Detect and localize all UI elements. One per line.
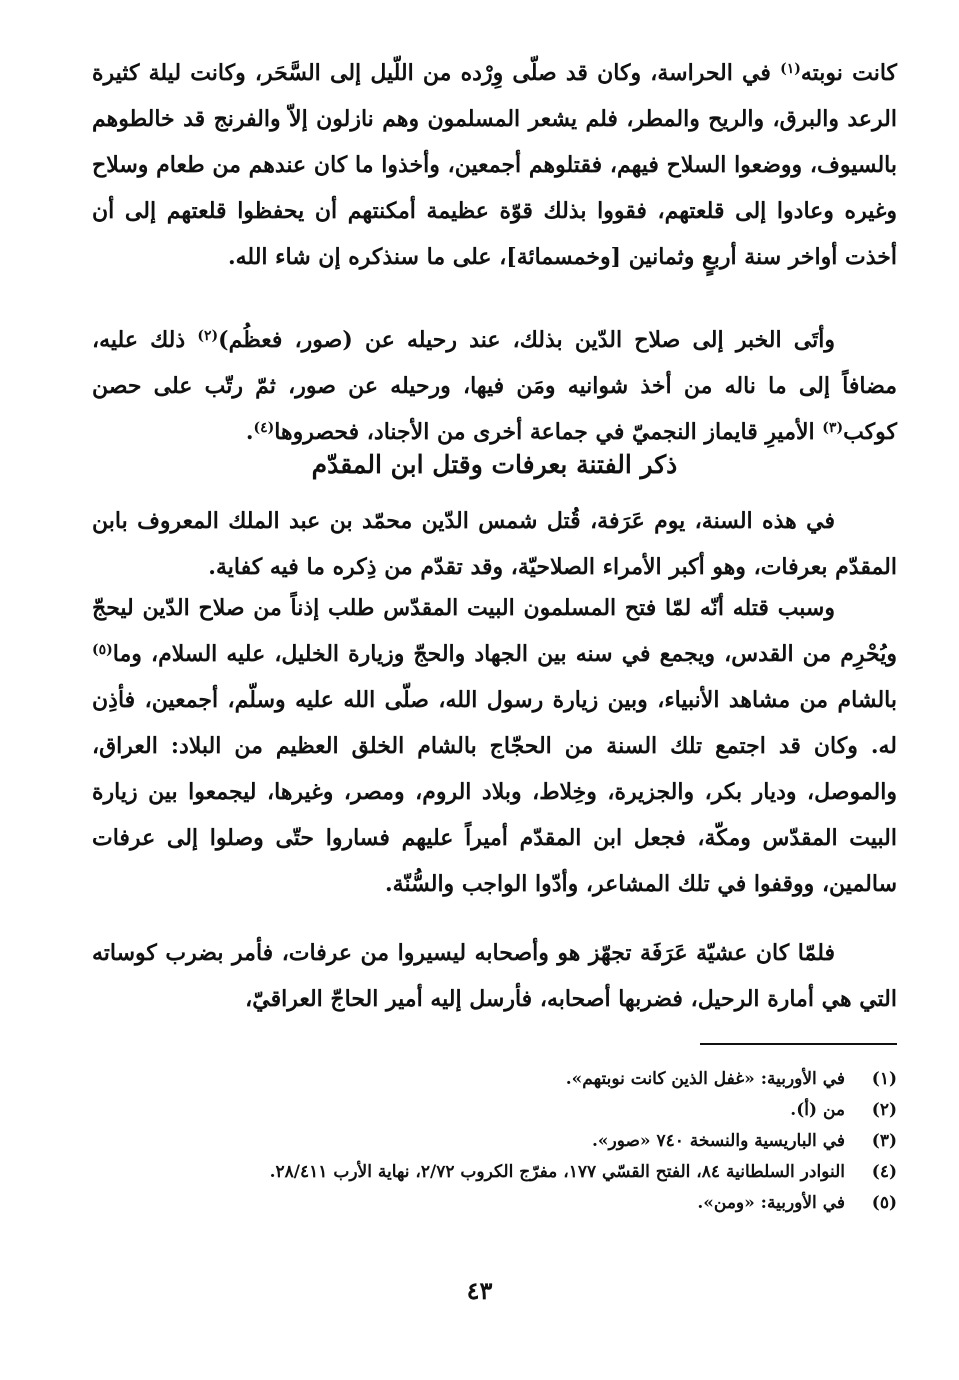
footnote-ref-4[interactable]: (٤) bbox=[253, 420, 275, 436]
paragraph-4-text-b: بالشام من مشاهد الأنبياء، وبين زيارة رسول الله، صلّى الله عليه وسلّم، أجمعين، فأذِن له. وكان قد اجتمع تلك السنة من الحجّاج بالشام الخلق العظيم من البلاد: العراق، والموصل، وديار بكر، والجزيرة، وخِلاط، وبلاد الروم، ومصر، وغيرها، ليجمعوا بين زيارة البيت المقدّس ومكّة، فجعل ابن المقدّم أميراً عليهم فساروا حتّى وصلوا إلى عرفات سالمين، ووقفوا في تلك المشاعر، وأدّوا الواجب والسُّنّة. bbox=[92, 687, 897, 897]
footnote-ref-3[interactable]: (٣) bbox=[822, 420, 844, 436]
footnote-text: في الباريسية والنسخة ٧٤٠ «صور». bbox=[591, 1131, 845, 1151]
footnote-divider bbox=[700, 1043, 897, 1045]
footnotes-list bbox=[92, 1064, 897, 1219]
footnote-item bbox=[92, 1095, 897, 1126]
paragraph-2-text-b: ذلك عليه، مضافاً إلى ما ناله من أخذ شوانيه ومَن فيها، ورحيله عن صور، ثمّ رتّب على حصن كوكب bbox=[92, 327, 897, 445]
footnote-text: النوادر السلطانية ٨٤، الفتح القسّي ١٧٧، مفرّج الكروب ٢/٧٢، نهاية الأرب ٢٨/٤١١. bbox=[269, 1162, 845, 1182]
footnote-item bbox=[92, 1126, 897, 1157]
paragraph-1-text-a: كانت نوبته bbox=[800, 60, 897, 86]
footnote-number: (٥) bbox=[871, 1193, 897, 1213]
paragraph-5: فلمّا كان عشيّة عَرَفَة تجهّز هو وأصحابه ليسيروا من عرفات، فأمر بضرب كوساته التي هي أمارة الرحيل، فضربها أصحابه، فأرسل إليه أمير الحاجّ العراقيّ، bbox=[92, 940, 897, 1012]
paragraph-2-text-a: وأتَى الخبر إلى صلاح الدّين بذلك، عند رحيله عن (صور، فعظُم) bbox=[218, 327, 835, 353]
footnote-ref-1[interactable]: (١) bbox=[780, 61, 801, 77]
page-number: ٤٣ bbox=[466, 1276, 493, 1305]
footnote-item bbox=[92, 1157, 897, 1188]
footnote-item bbox=[92, 1064, 897, 1095]
paragraph-2 bbox=[92, 317, 897, 455]
paragraph-1 bbox=[92, 50, 897, 280]
footnote-text: في الأوربية: «ومن». bbox=[697, 1193, 845, 1213]
paragraph-2-text-c: الأميرِ قايماز النجميّ في جماعة أخرى من الأجناد، فحصروها bbox=[274, 419, 823, 445]
paragraph-1-text-b: في الحراسة، وكان قد صلّى وِرْده من اللّيل إلى السَّحَر، وكانت ليلة كثيرة الرعد والبرق، والريح والمطر، فلم يشعر المسلمون وهم نازلون إلاّ والفرنج قد خالطوهم بالسيوف، ووضعوا السلاح فيهم، فقتلوهم أجمعين، وأخذوا ما كان عندهم من طعام وسلاح وغيره وعادوا إلى قلعتهم، فقووا بذلك قوّة عظيمة أمكنتهم أن يحفظوا قلعتهم إلى أن أخذت أواخر سنة أربعٍ وثمانين [وخمسمائة]، على ما سنذكره إن شاء الله. bbox=[92, 60, 897, 270]
footnote-item bbox=[92, 1188, 897, 1219]
paragraph-2-text-d: . bbox=[245, 419, 254, 445]
footnote-ref-5[interactable]: (٥) bbox=[92, 642, 113, 658]
footnote-number: (١) bbox=[871, 1069, 897, 1089]
footnote-text: في الأوربية: «غفل الذين كانت نوبتهم». bbox=[565, 1069, 845, 1089]
footnote-number: (٣) bbox=[871, 1131, 897, 1151]
section-heading: ذكر الفتنة بعرفات وقتل ابن المقدّم bbox=[311, 450, 678, 479]
paragraph-3: في هذه السنة، يوم عَرَفة، قُتل شمس الدّين محمّد بن عبد الملك المعروف بابن المقدّم بعرفات، وهو أكبر الأمراء الصلاحيّة، وقد تقدّم من ذِكره ما فيه كفاية. bbox=[92, 508, 897, 580]
footnote-ref-2[interactable]: (٢) bbox=[197, 328, 219, 344]
paragraph-4 bbox=[92, 585, 897, 907]
footnote-number: (٢) bbox=[871, 1100, 897, 1120]
paragraph-4-text-a: وسبب قتله أنّه لمّا فتح المسلمون البيت المقدّس طلب إذناً من صلاح الدّين ليحجّ ويُحْرِم من القدس، ويجمع في سنه بين الجهاد والحجّ وزيارة الخليل، عليه السلام، وما bbox=[92, 595, 897, 667]
footnote-number: (٤) bbox=[871, 1162, 897, 1182]
footnote-text: من (أ). bbox=[790, 1100, 845, 1120]
